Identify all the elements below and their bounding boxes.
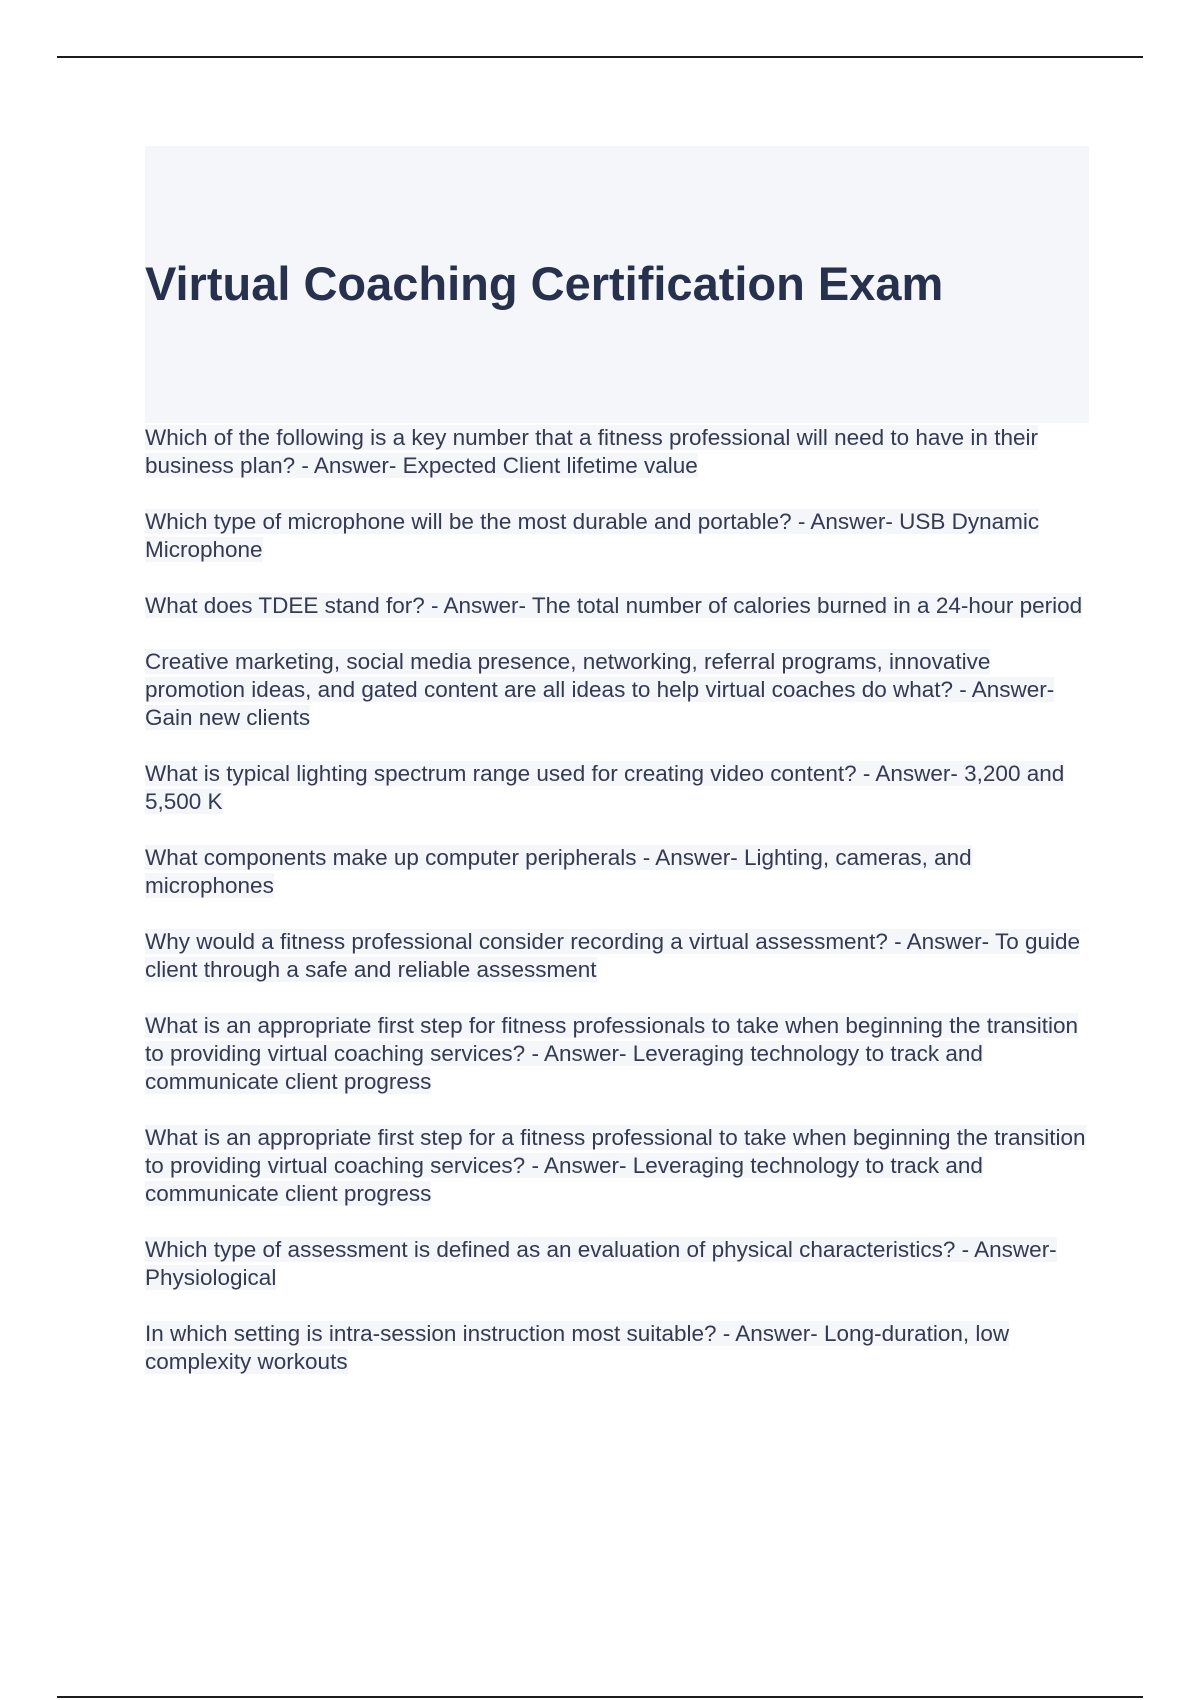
qa-item	[145, 508, 1095, 564]
qa-text: Why would a fitness professional consider recording a virtual assessment? - Answer- To guide client through a safe and reliable assessment	[145, 929, 1081, 982]
qa-text: Which type of assessment is defined as an evaluation of physical characteristics? - Answer- Physiological	[145, 1237, 1057, 1290]
qa-text: What is an appropriate first step for a fitness professional to take when beginning the transition to providing virtual coaching services? - Answer- Leveraging technology to track and communicate client progress	[145, 1125, 1086, 1206]
qa-list	[145, 424, 1095, 1404]
qa-item	[145, 592, 1095, 620]
qa-text: What is an appropriate first step for fitness professionals to take when beginning the transition to providing virtual coaching services? - Answer- Leveraging technology to track and communicate client progress	[145, 1013, 1079, 1094]
qa-item	[145, 928, 1095, 984]
footer-rule	[57, 1696, 1143, 1698]
qa-text: In which setting is intra-session instruction most suitable? - Answer- Long-duration, low complexity workouts	[145, 1321, 1010, 1374]
qa-text: What components make up computer peripherals - Answer- Lighting, cameras, and microphones	[145, 845, 972, 898]
document-title: Virtual Coaching Certification Exam	[145, 257, 944, 310]
qa-item	[145, 1320, 1095, 1376]
qa-item	[145, 1236, 1095, 1292]
qa-text: What does TDEE stand for? - Answer- The total number of calories burned in a 24-hour period	[145, 593, 1083, 618]
qa-text: What is typical lighting spectrum range used for creating video content? - Answer- 3,200 and 5,500 K	[145, 761, 1065, 814]
qa-text: Creative marketing, social media presence, networking, referral programs, innovative promotion ideas, and gated content are all ideas to help virtual coaches do what? - Answer- Gain new clients	[145, 649, 1055, 730]
header-rule	[57, 56, 1143, 58]
qa-text: Which type of microphone will be the most durable and portable? - Answer- USB Dynamic Microphone	[145, 509, 1040, 562]
qa-item	[145, 844, 1095, 900]
qa-item	[145, 760, 1095, 816]
qa-item	[145, 1012, 1095, 1096]
qa-item	[145, 424, 1095, 480]
qa-item	[145, 648, 1095, 732]
qa-text: Which of the following is a key number that a fitness professional will need to have in their business plan? - Answer- Expected Client lifetime value	[145, 425, 1038, 478]
qa-item	[145, 1124, 1095, 1208]
